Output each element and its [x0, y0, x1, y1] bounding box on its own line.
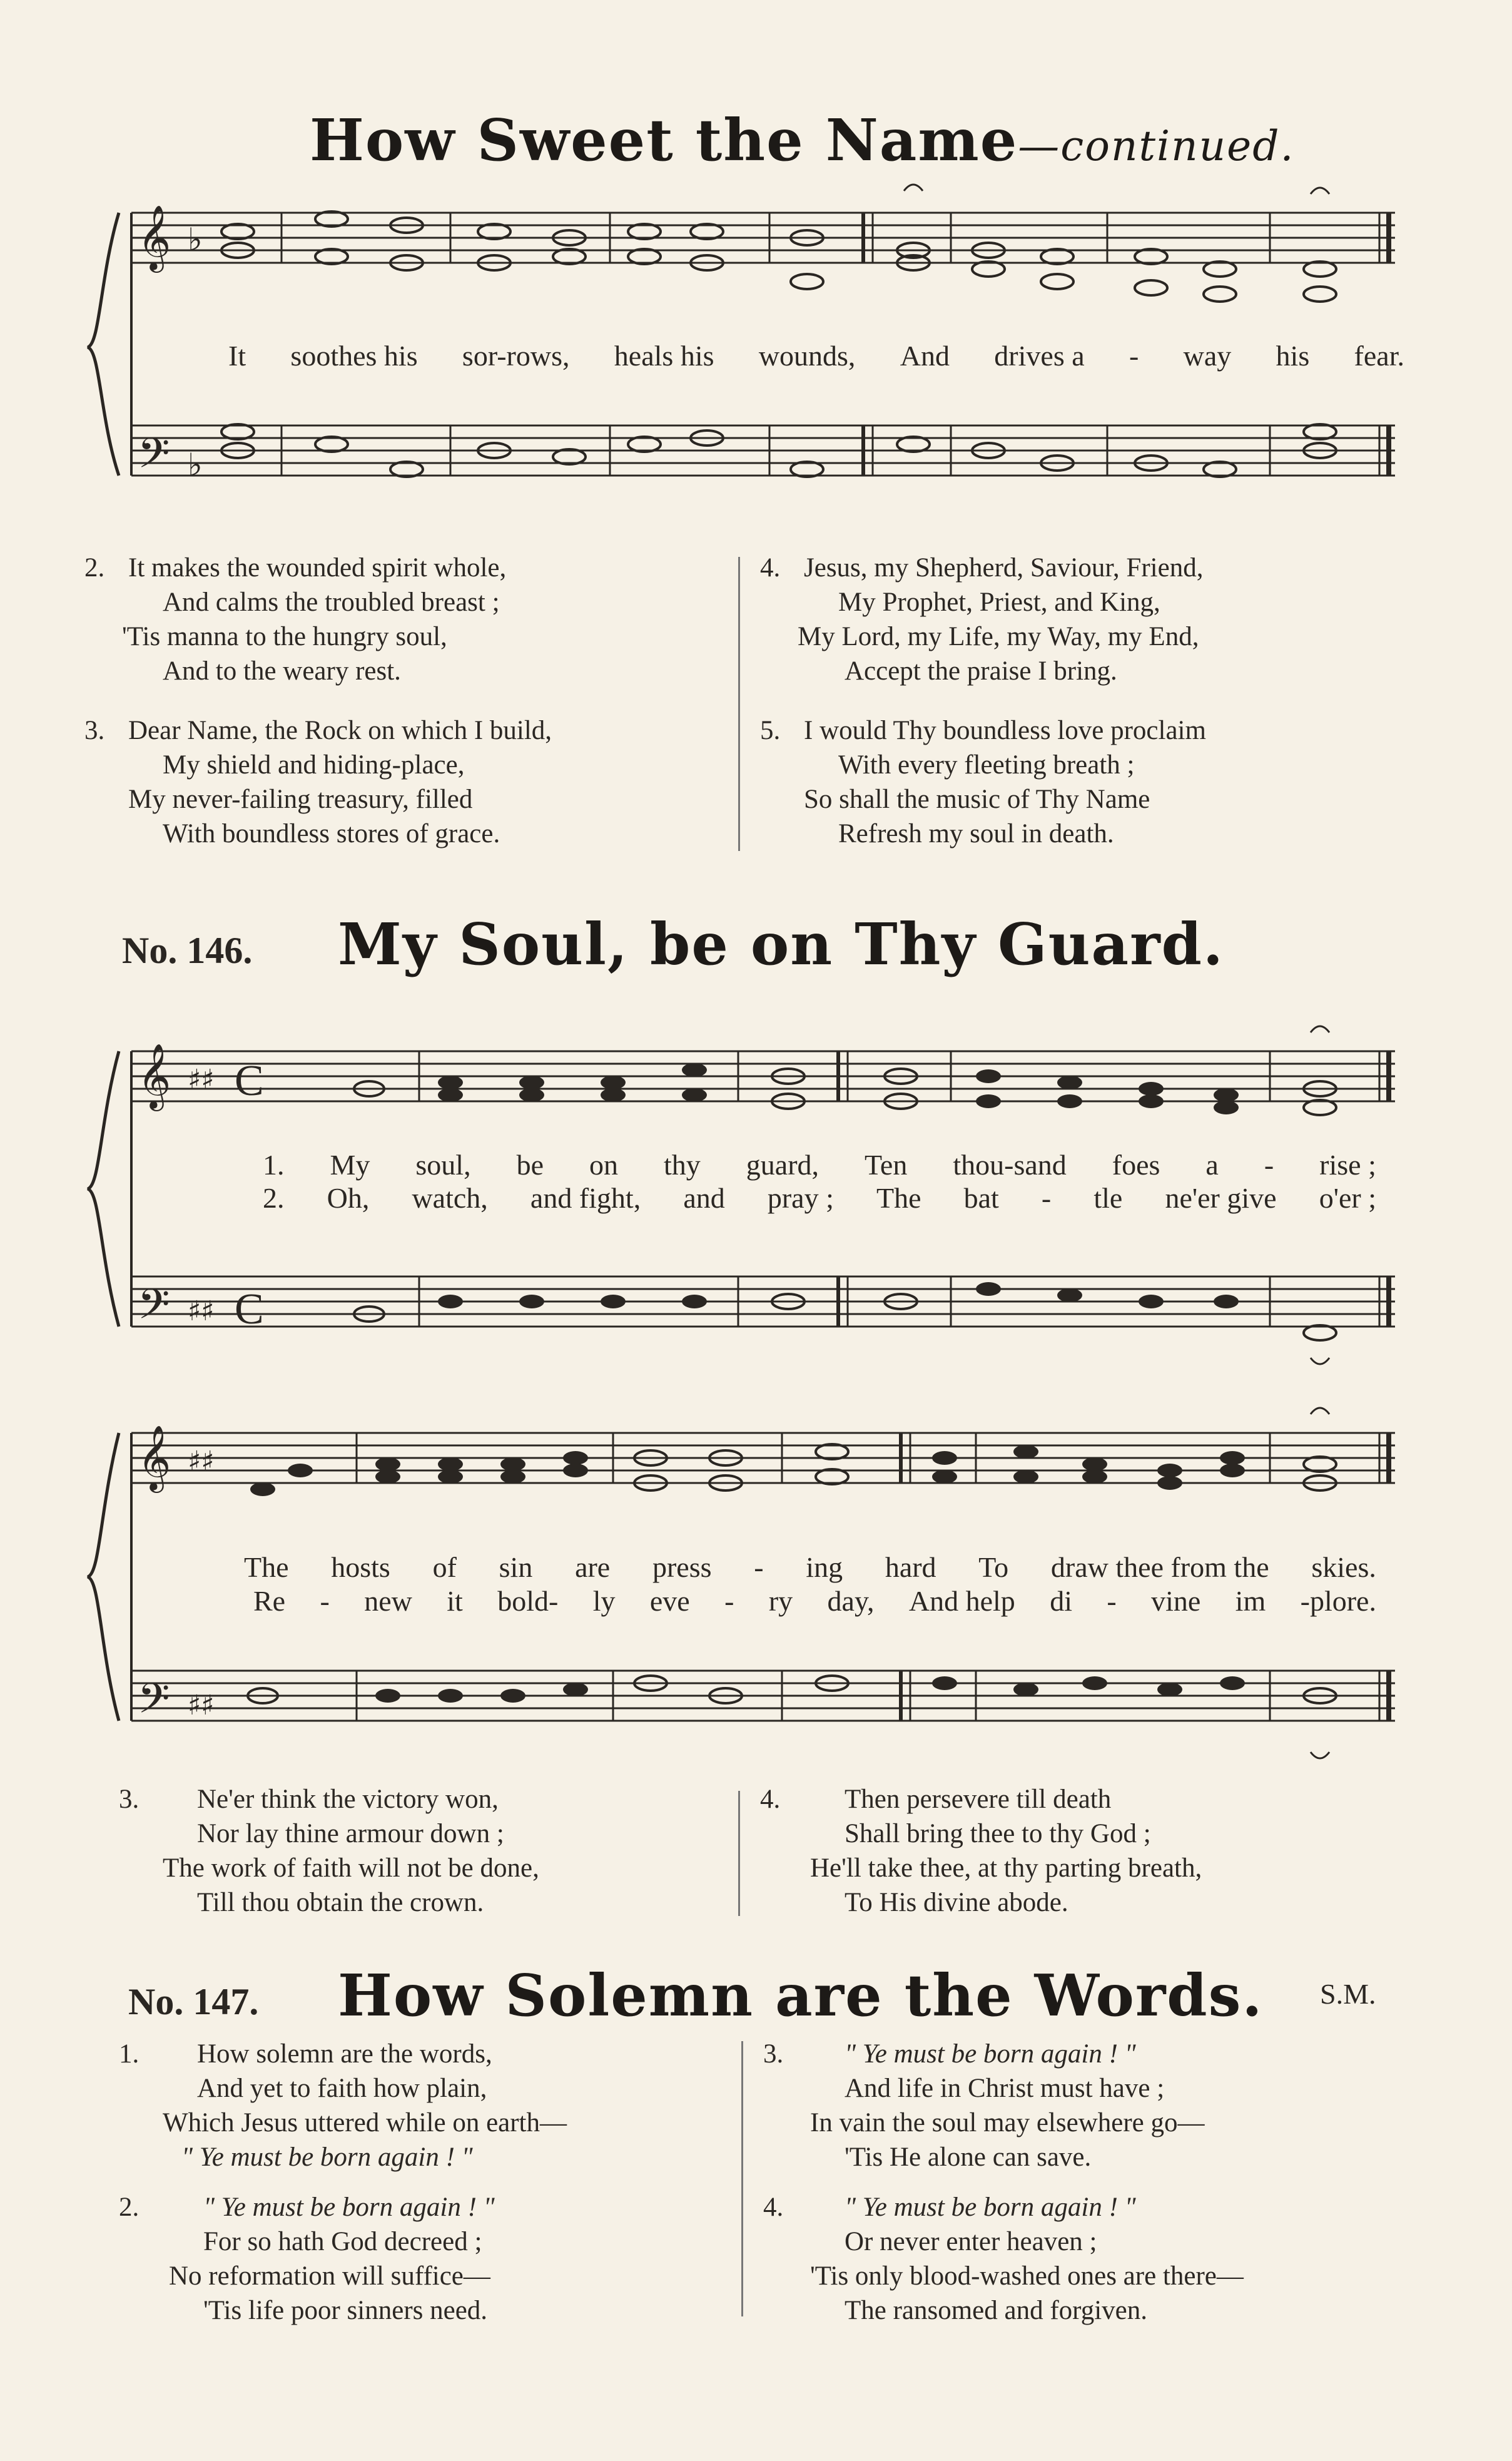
- verse-line: " Ye must be born again ! ": [181, 2143, 473, 2172]
- lyric-word: guard,: [746, 1149, 819, 1181]
- verse-line: Or never enter heaven ;: [845, 2227, 1097, 2256]
- lyric-word: bold-: [497, 1585, 559, 1617]
- lyric-word: thou-sand: [953, 1149, 1067, 1181]
- verse-line: My Prophet, Priest, and King,: [838, 588, 1160, 617]
- lyric-word: -: [320, 1585, 330, 1617]
- verse-line: To His divine abode.: [845, 1888, 1068, 1917]
- verse-number: 3.: [119, 1785, 140, 1814]
- svg-text:C: C: [235, 1285, 264, 1333]
- lyric-word: Re: [253, 1585, 286, 1617]
- verse-line: I would Thy boundless love proclaim: [804, 716, 1206, 745]
- verse-line: Till thou obtain the crown.: [197, 1888, 484, 1917]
- verse-line: 'Tis life poor sinners need.: [203, 2296, 488, 2325]
- verse-line: Dear Name, the Rock on which I build,: [128, 716, 552, 745]
- lyric-word: ing: [806, 1551, 843, 1583]
- lyric-word: foes: [1112, 1149, 1160, 1181]
- svg-text:♯♯: ♯♯: [188, 1295, 215, 1327]
- lyric-word: -: [1041, 1182, 1052, 1214]
- verse-line: In vain the soul may elsewhere go—: [810, 2108, 1205, 2137]
- hymn-145-lyrics: [228, 339, 1404, 372]
- verse-3: [84, 713, 741, 851]
- hymn-146-number: No. 146.: [122, 930, 253, 971]
- lyric-word: rise ;: [1319, 1149, 1376, 1181]
- lyric-word: on: [589, 1149, 619, 1181]
- verse-number: 4.: [760, 553, 781, 583]
- lyric-word: -: [1129, 340, 1139, 372]
- lyric-word: sin: [499, 1551, 533, 1583]
- lyric-word: a: [1205, 1149, 1219, 1181]
- verse-line: For so hath God decreed ;: [203, 2227, 482, 2256]
- lyric-word: and fight,: [530, 1182, 641, 1214]
- verse-line: " Ye must be born again ! ": [845, 2039, 1136, 2069]
- verse-line: So shall the music of Thy Name: [804, 785, 1150, 814]
- svg-text:𝄢: 𝄢: [138, 1280, 170, 1338]
- lyric-word: Oh,: [327, 1182, 370, 1214]
- hymn-146-lyrics-verse1: [263, 1148, 1376, 1181]
- lyric-word: hard: [885, 1551, 936, 1583]
- verse-number: 3.: [763, 2039, 784, 2069]
- svg-text:♭: ♭: [188, 447, 203, 483]
- lyric-word: And help: [908, 1585, 1015, 1617]
- lyric-word: soothes his: [290, 340, 418, 372]
- lyric-word: draw thee from the: [1050, 1551, 1269, 1583]
- verse-3: [119, 1782, 744, 1920]
- verse-line: My shield and hiding-place,: [163, 750, 465, 780]
- hymn-147-title: How Solemn are the Words.: [338, 1962, 1264, 2029]
- lyric-word: -plore.: [1300, 1585, 1376, 1617]
- lyric-word: ly: [592, 1585, 616, 1617]
- lyric-word: bat: [963, 1182, 999, 1214]
- svg-text:♯♯: ♯♯: [188, 1689, 215, 1721]
- verse-line: How solemn are the words,: [197, 2039, 492, 2069]
- lyric-word: drives a: [994, 340, 1085, 372]
- verse-line: Which Jesus uttered while on earth—: [163, 2108, 567, 2137]
- verse-line: Then persevere till death: [845, 1785, 1112, 1814]
- verse-line: And yet to faith how plain,: [197, 2074, 487, 2103]
- hymn-146-lyrics-verse2: [263, 1181, 1376, 1215]
- verse-line: With boundless stores of grace.: [163, 819, 500, 848]
- lyric-word: vine: [1151, 1585, 1201, 1617]
- lyric-word: and: [683, 1182, 725, 1214]
- verse-number: 2.: [263, 1182, 285, 1214]
- lyric-word: ry: [768, 1585, 793, 1617]
- lyric-word: it: [447, 1585, 463, 1617]
- verse-line: 'Tis manna to the hungry soul,: [122, 622, 447, 651]
- verse-line: No reformation will suffice—: [169, 2261, 490, 2291]
- lyric-word: press: [652, 1551, 712, 1583]
- lyric-word: -: [754, 1551, 764, 1583]
- verse-line: The work of faith will not be done,: [163, 1853, 539, 1883]
- verse-4: [760, 1782, 1448, 1920]
- lyric-word: -: [724, 1585, 734, 1617]
- lyric-word: of: [432, 1551, 457, 1583]
- svg-text:𝄢: 𝄢: [138, 429, 170, 487]
- verse-line: 'Tis only blood-washed ones are there—: [810, 2261, 1244, 2291]
- verse-line: Ne'er think the victory won,: [197, 1785, 499, 1814]
- hymn-146-lyrics-line4: [253, 1584, 1376, 1618]
- hymn-146-lyrics-line3: [244, 1551, 1376, 1584]
- verse-number: 1.: [263, 1149, 285, 1181]
- verse-5: [760, 713, 1448, 851]
- lyric-word: -: [1107, 1585, 1117, 1617]
- lyric-word: The: [244, 1551, 289, 1583]
- lyric-word: eve: [649, 1585, 690, 1617]
- verse-line: " Ye must be born again ! ": [845, 2193, 1136, 2222]
- verse-number: 3.: [84, 716, 105, 745]
- verse-2: [84, 551, 710, 688]
- hymn-145-title: [310, 106, 1294, 174]
- verse-number: 5.: [760, 716, 781, 745]
- column-divider: [741, 2041, 743, 2316]
- verse-line: My Lord, my Life, my Way, my End,: [798, 622, 1199, 651]
- verse-3: [763, 2037, 1451, 2174]
- verse-number: 4.: [760, 1785, 781, 1814]
- hymn-147-number: No. 147.: [128, 1981, 259, 2022]
- verse-line: It makes the wounded spirit whole,: [128, 553, 507, 583]
- verse-line: Nor lay thine armour down ;: [197, 1819, 504, 1848]
- lyric-word: And: [900, 340, 950, 372]
- svg-text:♯♯: ♯♯: [188, 1445, 215, 1477]
- lyric-word: soul,: [415, 1149, 471, 1181]
- hymn-146-title: My Soul, be on Thy Guard.: [338, 910, 1224, 978]
- lyric-word: are: [575, 1551, 611, 1583]
- lyric-word: ne'er give: [1165, 1182, 1277, 1214]
- verse-number: 1.: [119, 2039, 140, 2069]
- verse-line: " Ye must be born again ! ": [203, 2193, 495, 2222]
- lyric-word: My: [330, 1149, 370, 1181]
- svg-text:♭: ♭: [188, 222, 203, 258]
- lyric-word: his: [1276, 340, 1310, 372]
- lyric-word: fear.: [1354, 340, 1404, 372]
- verse-1: [119, 2037, 744, 2174]
- lyric-word: thy: [664, 1149, 701, 1181]
- column-divider: [738, 1791, 740, 1916]
- meter-label: S.M.: [1320, 1978, 1376, 2010]
- lyric-word: day,: [827, 1585, 875, 1617]
- column-divider: [738, 557, 740, 851]
- lyric-word: way: [1183, 340, 1232, 372]
- lyric-word: be: [516, 1149, 544, 1181]
- lyric-word: wounds,: [758, 340, 856, 372]
- verse-line: And life in Christ must have ;: [845, 2074, 1165, 2103]
- verse-line: My never-failing treasury, filled: [128, 785, 473, 814]
- verse-4: [763, 2190, 1451, 2328]
- lyric-word: sor-rows,: [462, 340, 570, 372]
- svg-text:𝄞: 𝄞: [138, 1425, 171, 1490]
- lyric-word: o'er ;: [1319, 1182, 1376, 1214]
- verse-number: 4.: [763, 2193, 784, 2222]
- lyric-word: To: [978, 1551, 1009, 1583]
- verse-line: 'Tis He alone can save.: [845, 2143, 1092, 2172]
- verse-number: 2.: [84, 553, 105, 583]
- svg-text:𝄞: 𝄞: [138, 205, 171, 270]
- svg-text:𝄢: 𝄢: [138, 1674, 170, 1733]
- verse-line: And to the weary rest.: [163, 656, 401, 686]
- hymn-145-title-text: How Sweet the Name: [310, 106, 1018, 174]
- continued-label: —continued.: [1018, 122, 1295, 170]
- lyric-word: The: [876, 1182, 921, 1214]
- lyric-word: pray ;: [767, 1182, 834, 1214]
- lyric-word: It: [228, 340, 246, 372]
- lyric-word: new: [364, 1585, 412, 1617]
- verse-line: Jesus, my Shepherd, Saviour, Friend,: [804, 553, 1204, 583]
- svg-text:C: C: [235, 1057, 264, 1105]
- verse-line: Accept the praise I bring.: [845, 656, 1117, 686]
- verse-line: And calms the troubled breast ;: [163, 588, 500, 617]
- verse-2: [119, 2190, 744, 2328]
- lyric-word: di: [1050, 1585, 1072, 1617]
- lyric-word: hosts: [331, 1551, 390, 1583]
- svg-text:♯♯: ♯♯: [188, 1064, 215, 1096]
- lyric-word: watch,: [412, 1182, 488, 1214]
- lyric-word: tle: [1093, 1182, 1123, 1214]
- lyric-word: Ten: [865, 1149, 908, 1181]
- lyric-word: im: [1235, 1585, 1266, 1617]
- lyric-word: -: [1264, 1149, 1274, 1181]
- verse-line: The ransomed and forgiven.: [845, 2296, 1148, 2325]
- verse-number: 2.: [119, 2193, 140, 2222]
- verse-line: Refresh my soul in death.: [838, 819, 1114, 848]
- verse-4: [760, 551, 1448, 688]
- lyric-word: skies.: [1311, 1551, 1376, 1583]
- lyric-word: heals his: [614, 340, 714, 372]
- verse-line: With every fleeting breath ;: [838, 750, 1135, 780]
- svg-text:𝄞: 𝄞: [138, 1043, 171, 1109]
- verse-line: He'll take thee, at thy parting breath,: [810, 1853, 1202, 1883]
- verse-line: Shall bring thee to thy God ;: [845, 1819, 1151, 1848]
